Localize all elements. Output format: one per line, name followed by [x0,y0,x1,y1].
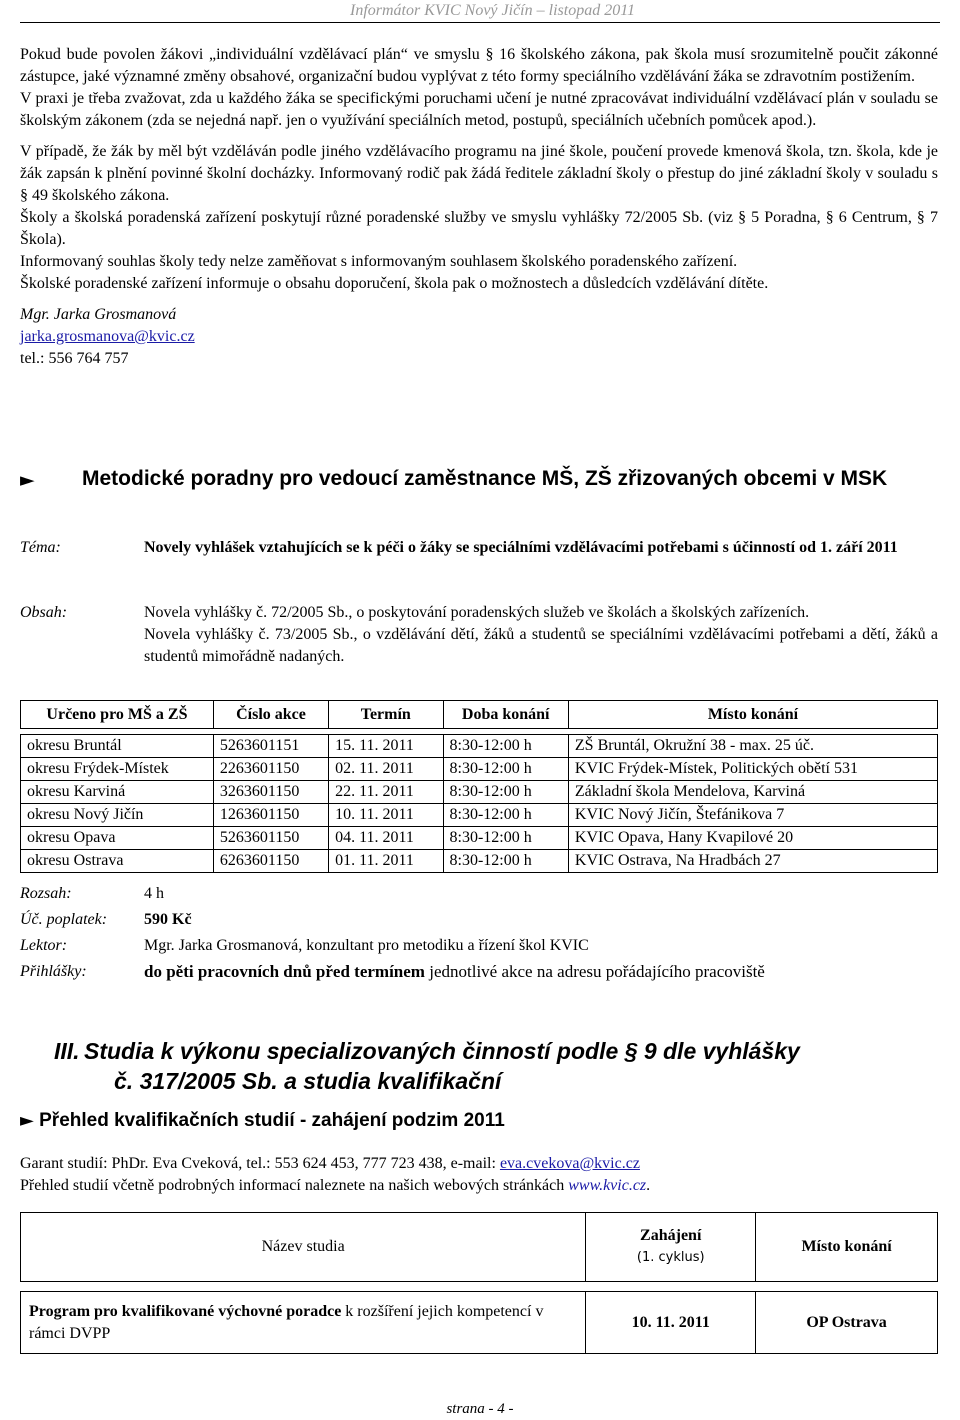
table-cell: 04. 11. 2011 [329,827,443,850]
cyklus-label: (1. cyklus) [636,1250,705,1265]
table-row [21,804,938,827]
tema-value: Novely vyhlášek vztahujících se k péči o žáky se speciálními vzdělávacími potřebami s účinností od 1. září 2011 [144,539,898,556]
prihlasky-rest: jednotlivé akce na adresu pořádajícího pracoviště [424,962,765,981]
table-cell: 8:30-12:00 h [443,735,568,758]
table-cell: 22. 11. 2011 [329,781,443,804]
program-name: Program pro kvalifikované výchovné poradce [29,1302,342,1320]
studia-table [20,1212,938,1354]
lektor-label: Lektor: [20,937,68,954]
prehled-heading [20,1110,505,1132]
table-header-cell: Termín [329,701,443,729]
table-cell: ZŠ Bruntál, Okružní 38 - max. 25 úč. [568,735,937,758]
rozsah-label: Rozsah: [20,885,72,902]
table-row [21,827,938,850]
poplatek-label: Úč. poplatek: [20,911,108,928]
table-cell: 5263601150 [213,827,328,850]
intro-paragraph: Informovaný souhlas školy tedy nelze zaměňovat s informovaným souhlasem školského poradenského zařízení. [20,253,738,270]
table-header-cell [586,1213,756,1282]
triangle-arrow-icon: ► [20,469,35,491]
obsah-line: Novela vyhlášky č. 73/2005 Sb., o vzdělávání dětí, žáků a studentů se speciálními vzdělávacími potřebami a dětí, žáků a studentů mimořádně nadaných. [144,626,938,665]
prehled-title: Přehled kvalifikačních studií - zahájení podzim 2011 [39,1110,505,1131]
table-cell: 8:30-12:00 h [443,758,568,781]
table-cell: okresu Ostrava [21,850,214,873]
table-cell: 8:30-12:00 h [443,804,568,827]
section-title-line: Studia k výkonu specializovaných činností podle § 9 dle vyhlášky [84,1038,800,1064]
table-row [21,735,938,758]
table-cell: okresu Frýdek-Místek [21,758,214,781]
intro-paragraph: Školské poradenské zařízení informuje o obsahu doporučení, škola pak o možnostech a důsledcích vzdělávání dítěte. [20,275,769,292]
table-cell: 6263601150 [213,850,328,873]
table-cell: okresu Opava [21,827,214,850]
table-cell: okresu Bruntál [21,735,214,758]
web-text: Přehled studií včetně podrobných informací naleznete na našich webových stránkách [20,1177,569,1194]
table-header-cell: Doba konání [443,701,568,729]
poplatek-value: 590 Kč [144,911,192,928]
obsah-line: Novela vyhlášky č. 72/2005 Sb., o poskytování poradenských služeb ve školách a školských zařízeních. [144,604,810,621]
table-header-cell: Určeno pro MŠ a ZŠ [21,701,214,729]
table-cell: 10. 11. 2011 [329,804,443,827]
table-cell: 8:30-12:00 h [443,781,568,804]
zahajeni-label: Zahájení [640,1227,702,1244]
signature-name: Mgr. Jarka Grosmanová [20,306,177,323]
table-cell: 2263601150 [213,758,328,781]
section-title-line: č. 317/2005 Sb. a studia kvalifikační [114,1068,502,1094]
table-cell: 10. 11. 2011 [586,1292,756,1354]
header-rule [20,22,940,23]
table-cell: 8:30-12:00 h [443,827,568,850]
table-row [21,850,938,873]
obsah-label: Obsah: [20,604,68,621]
web-link[interactable]: www.kvic.cz [568,1177,647,1194]
prihlasky-bold: do pěti pracovních dnů před termínem [144,962,425,981]
table-cell: KVIC Opava, Hany Kvapilové 20 [568,827,937,850]
page-number: strana - 4 - [446,1401,514,1417]
prihlasky-label: Přihlášky: [20,963,87,980]
table-cell: 02. 11. 2011 [329,758,443,781]
table-header-cell: Číslo akce [213,701,328,729]
signature-email-link[interactable]: jarka.grosmanova@kvic.cz [20,328,195,345]
table-cell: 15. 11. 2011 [329,735,443,758]
table-row [21,781,938,804]
table-cell: KVIC Nový Jičín, Štefánikova 7 [568,804,937,827]
table-cell: 01. 11. 2011 [329,850,443,873]
table-header-cell: Název studia [21,1213,586,1282]
table-row [21,758,938,781]
table-cell: KVIC Frýdek-Místek, Politických obětí 531 [568,758,937,781]
intro-paragraph: Školy a školská poradenská zařízení poskytují různé poradenské služby ve smyslu vyhlášky 72/2005 Sb. (viz § 5 Poradna, § 6 Centrum, § 7 Škola). [20,209,938,248]
tema-label: Téma: [20,539,61,556]
table-cell [21,1292,586,1354]
web-end: . [646,1177,651,1194]
table-cell: 3263601150 [213,781,328,804]
table-cell: OP Ostrava [756,1292,938,1354]
table-header-cell: Místo konání [756,1213,938,1282]
garant-text: Garant studií: PhDr. Eva Cveková, tel.: 553 624 453, 777 723 438, e-mail: [20,1155,500,1172]
table-header-cell: Místo konání [568,701,937,729]
table-cell: okresu Karviná [21,781,214,804]
section-number: III. [54,1038,80,1064]
program-desc: k rozšíření jejich kompetencí v rámci DVPP [29,1302,544,1342]
triangle-arrow-icon: ► [20,1110,34,1131]
page-header [0,0,960,22]
table-cell: 1263601150 [213,804,328,827]
table-cell: 5263601151 [213,735,328,758]
table-cell: 8:30-12:00 h [443,850,568,873]
intro-paragraph: V praxi je třeba zvažovat, zda u každého žáka se specifickými poruchami učení je nutné zpracovávat individuální vzdělávací plán v souladu se školským zákonem (zda se nejedná např. jen o využívání speciálních metod, postupů, speciálních učebních pomůcek apod.). [20,90,938,129]
signature-phone: tel.: 556 764 757 [20,350,129,367]
lektor-value: Mgr. Jarka Grosmanová, konzultant pro metodiku a řízení škol KVIC [144,937,589,954]
intro-paragraph: V případě, že žák by měl být vzděláván podle jiného vzdělávacího programu na jiné škole, poučení provede kmenová škola, tzn. škola, kde je žák zapsán k plnění povinné školní docházky. Informovaný rodič pak žádá ředitele základní školy o přestup do jiné základní školy v souladu s § 49 školského zákona. [20,143,938,204]
garant-block [20,1153,938,1197]
table-cell: KVIC Ostrava, Na Hradbách 27 [568,850,937,873]
table-cell: Základní škola Mendelova, Karviná [568,781,937,804]
rozsah-value: 4 h [144,885,164,902]
section-title: Metodické poradny pro vedoucí zaměstnance MŠ, ZŠ zřizovaných obcemi v MSK [82,467,888,490]
table-row [21,1292,938,1354]
intro-paragraph: Pokud bude povolen žákovi „individuální vzdělávací plán“ ve smyslu § 16 školského zákona, pak škola musí srozumitelně poučit zákonné zástupce, jaké významné změny obsahové, organizační budou vyplývat z této formy speciálního vzdělávání žáka se zdravotním postižením. [20,46,938,85]
akce-table [20,700,938,873]
intro-block [20,44,938,370]
table-cell: okresu Nový Jičín [21,804,214,827]
garant-email-link[interactable]: eva.cvekova@kvic.cz [499,1155,640,1172]
header-title: Informátor KVIC Nový Jičín – listopad 2011 [349,2,635,19]
